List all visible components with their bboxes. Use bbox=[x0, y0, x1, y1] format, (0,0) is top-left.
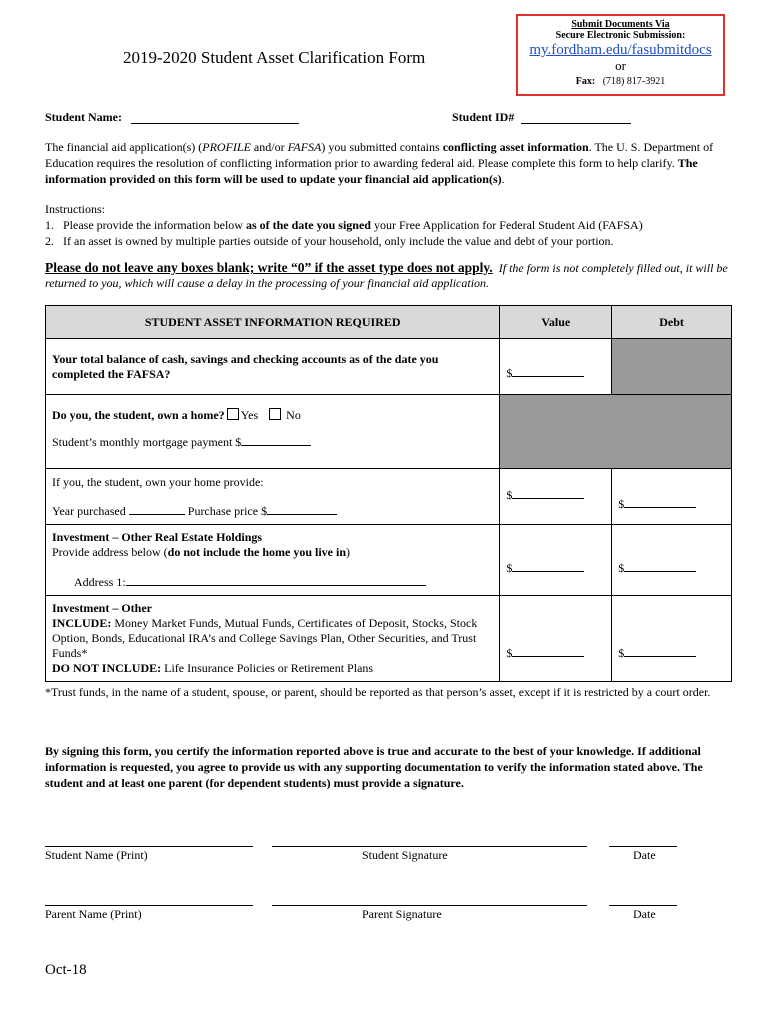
ownhome-fields bbox=[52, 504, 493, 519]
dollar-sign: $ bbox=[618, 497, 625, 511]
form-title: 2019-2020 Student Asset Clarification Form bbox=[123, 48, 426, 67]
mortgage-line bbox=[52, 435, 493, 450]
instruction-number: 2. bbox=[45, 234, 54, 248]
dollar-sign: $ bbox=[506, 561, 513, 575]
table-row bbox=[46, 596, 732, 682]
no-label: No bbox=[286, 408, 301, 422]
yes-label: Yes bbox=[240, 408, 259, 422]
row-investment-label bbox=[46, 596, 500, 682]
exclude-text: Life Insurance Policies or Retirement Plans bbox=[161, 661, 374, 675]
intro-text: . The U. S. Department of Education requires the resolution of conflicting information prior to awarding federal aid. Please complete this form to help clarify. bbox=[45, 140, 714, 170]
warning-bold: Please do not leave any boxes blank; write “0” if the asset type does not apply. bbox=[45, 260, 493, 275]
header-info: STUDENT ASSET INFORMATION REQUIRED bbox=[46, 306, 500, 339]
parent-name-print-line[interactable] bbox=[45, 905, 253, 906]
table-row bbox=[46, 469, 732, 525]
student-name-field[interactable] bbox=[131, 123, 299, 124]
instruction-2 bbox=[45, 233, 735, 249]
investment-title: Investment – Other bbox=[52, 601, 152, 615]
investment-value-cell[interactable] bbox=[500, 596, 612, 682]
dollar-sign: $ bbox=[506, 646, 513, 660]
instructions-heading: Instructions: bbox=[45, 202, 105, 216]
student-name-print-label: Student Name (Print) bbox=[45, 848, 148, 862]
intro-text: ) you submitted contains bbox=[321, 140, 443, 154]
instruction-text: Please provide the information below bbox=[63, 218, 246, 232]
instructions bbox=[45, 201, 735, 249]
instruction-bold: as of the date you signed bbox=[245, 218, 371, 232]
year-purchased-label: Year purchased bbox=[52, 504, 126, 518]
instruction-1 bbox=[45, 217, 735, 233]
student-signature-line[interactable] bbox=[272, 846, 587, 847]
certification-text: By signing this form, you certify the information reported above is true and accurate to the best of your knowledge. If additional information is requested, you agree to provide us with any supporting documentation to verify the information stated above. The student and at least one parent (for dependent students) must provide a signature. bbox=[45, 744, 703, 790]
instruction-number: 1. bbox=[45, 218, 54, 232]
parent-signature-line[interactable] bbox=[272, 905, 587, 906]
fax-info bbox=[518, 76, 723, 87]
warning-italic: If the form is not completely filled out, it will be returned to you, which will cause a delay in the processing of your financial aid application. bbox=[45, 261, 728, 290]
header-debt: Debt bbox=[612, 306, 732, 339]
intro-profile: PROFILE bbox=[202, 140, 251, 154]
ownhome-intro: If you, the student, own your home provide: bbox=[52, 475, 264, 489]
parent-signature-label: Parent Signature bbox=[362, 907, 442, 921]
row-home-label bbox=[46, 395, 500, 469]
realestate-text: ) bbox=[346, 545, 350, 559]
investment-exclude bbox=[52, 661, 493, 676]
realestate-value-cell[interactable] bbox=[500, 525, 612, 596]
student-name-label: Student Name: bbox=[45, 110, 122, 124]
realestate-text: Provide address below ( bbox=[52, 545, 168, 559]
realestate-bold: do not include the home you live in bbox=[167, 545, 346, 559]
student-id-field[interactable] bbox=[521, 123, 631, 124]
realestate-provide bbox=[52, 545, 493, 560]
intro-paragraph bbox=[45, 139, 735, 187]
ownhome-value-cell[interactable] bbox=[500, 469, 612, 525]
parent-date-label: Date bbox=[633, 907, 656, 921]
intro-text: and/or bbox=[250, 140, 288, 154]
include-label: INCLUDE: bbox=[52, 616, 112, 630]
fax-number: (718) 817-3921 bbox=[602, 76, 666, 87]
intro-text: . bbox=[501, 172, 505, 186]
cash-value-field[interactable] bbox=[512, 376, 584, 377]
submission-or: or bbox=[615, 58, 626, 73]
submission-link[interactable]: my.fordham.edu/fasubmitdocs bbox=[529, 42, 712, 58]
table-row bbox=[46, 525, 732, 596]
realestate-value-field[interactable] bbox=[512, 571, 584, 572]
dollar-sign: $ bbox=[506, 366, 513, 380]
student-name-print-line[interactable] bbox=[45, 846, 253, 847]
fax-label: Fax: bbox=[575, 76, 596, 87]
intro-bold: s bbox=[492, 172, 498, 186]
table-header bbox=[46, 306, 732, 339]
row-cash-label bbox=[46, 339, 500, 395]
purchase-price-label: Purchase price $ bbox=[187, 504, 268, 518]
home-shaded bbox=[500, 395, 732, 469]
address-line bbox=[74, 575, 493, 590]
dollar-sign: $ bbox=[618, 646, 625, 660]
include-text: Money Market Funds, Mutual Funds, Certificates of Deposit, Stocks, Stock Option, Bonds, Educational IRA’s and College Savings Plan, Other Securities, and Trust Funds* bbox=[52, 616, 478, 660]
mortgage-field[interactable] bbox=[241, 445, 311, 446]
dollar-sign: $ bbox=[506, 488, 513, 502]
submission-subheading: Secure Electronic Submission: bbox=[555, 30, 686, 41]
yes-checkbox[interactable] bbox=[227, 408, 239, 420]
address-label: Address 1: bbox=[74, 575, 126, 589]
home-question bbox=[52, 408, 493, 423]
address-field[interactable] bbox=[126, 585, 426, 586]
investment-debt-cell[interactable] bbox=[612, 596, 732, 682]
student-id-label: Student ID# bbox=[452, 110, 515, 124]
intro-conflict: conflicting asset information bbox=[442, 140, 589, 154]
home-question-text: Do you, the student, own a home? bbox=[52, 408, 225, 422]
realestate-title: Investment – Other Real Estate Holdings bbox=[52, 530, 263, 544]
investment-value-field[interactable] bbox=[512, 656, 584, 657]
student-date-label: Date bbox=[633, 848, 656, 862]
student-signature-label: Student Signature bbox=[362, 848, 448, 862]
investment-include bbox=[52, 616, 493, 661]
intro-fafsa: FAFSA bbox=[287, 140, 322, 154]
warning bbox=[45, 260, 735, 291]
ownhome-debt-cell[interactable] bbox=[612, 469, 732, 525]
investment-debt-field[interactable] bbox=[624, 656, 696, 657]
asset-table bbox=[45, 305, 732, 682]
trust-footnote: *Trust funds, in the name of a student, spouse, or parent, should be reported as that person’s asset, except if it is restricted by a court order. bbox=[45, 685, 711, 699]
mortgage-label: Student’s monthly mortgage payment $ bbox=[52, 435, 242, 449]
ownhome-value-field[interactable] bbox=[512, 498, 584, 499]
table-row bbox=[46, 339, 732, 395]
dollar-sign: $ bbox=[618, 561, 625, 575]
cash-debt-shaded bbox=[612, 339, 732, 395]
intro-bold: ) bbox=[497, 172, 502, 186]
ownhome-debt-field[interactable] bbox=[624, 507, 696, 508]
intro-text: The financial aid application(s) ( bbox=[45, 140, 203, 154]
instruction-text: your Free Application for Federal Student Aid (FAFSA) bbox=[370, 218, 643, 232]
no-checkbox[interactable] bbox=[269, 408, 281, 420]
cash-question: Your total balance of cash, savings and checking accounts as of the date you completed the FAFSA? bbox=[52, 352, 439, 381]
header-value: Value bbox=[500, 306, 612, 339]
parent-name-print-label: Parent Name (Print) bbox=[45, 907, 142, 921]
year-purchased-field[interactable] bbox=[129, 514, 185, 515]
table-row bbox=[46, 395, 732, 469]
student-date-line[interactable] bbox=[609, 846, 677, 847]
parent-date-line[interactable] bbox=[609, 905, 677, 906]
realestate-debt-cell[interactable] bbox=[612, 525, 732, 596]
exclude-label: DO NOT INCLUDE: bbox=[52, 661, 162, 675]
submission-heading: Submit Documents Via bbox=[571, 19, 670, 30]
row-ownhome-label bbox=[46, 469, 500, 525]
row-realestate-label bbox=[46, 525, 500, 596]
footer-code: Oct-18 bbox=[45, 962, 87, 978]
purchase-price-field[interactable] bbox=[267, 514, 337, 515]
realestate-debt-field[interactable] bbox=[624, 571, 696, 572]
instruction-text: If an asset is owned by multiple parties outside of your household, only include the value and debt of your portion. bbox=[63, 234, 614, 248]
cash-value-cell[interactable] bbox=[500, 339, 612, 395]
intro-bold: The information provided on this form will be used to update your financial aid application( bbox=[45, 156, 698, 186]
submission-box bbox=[516, 14, 725, 96]
